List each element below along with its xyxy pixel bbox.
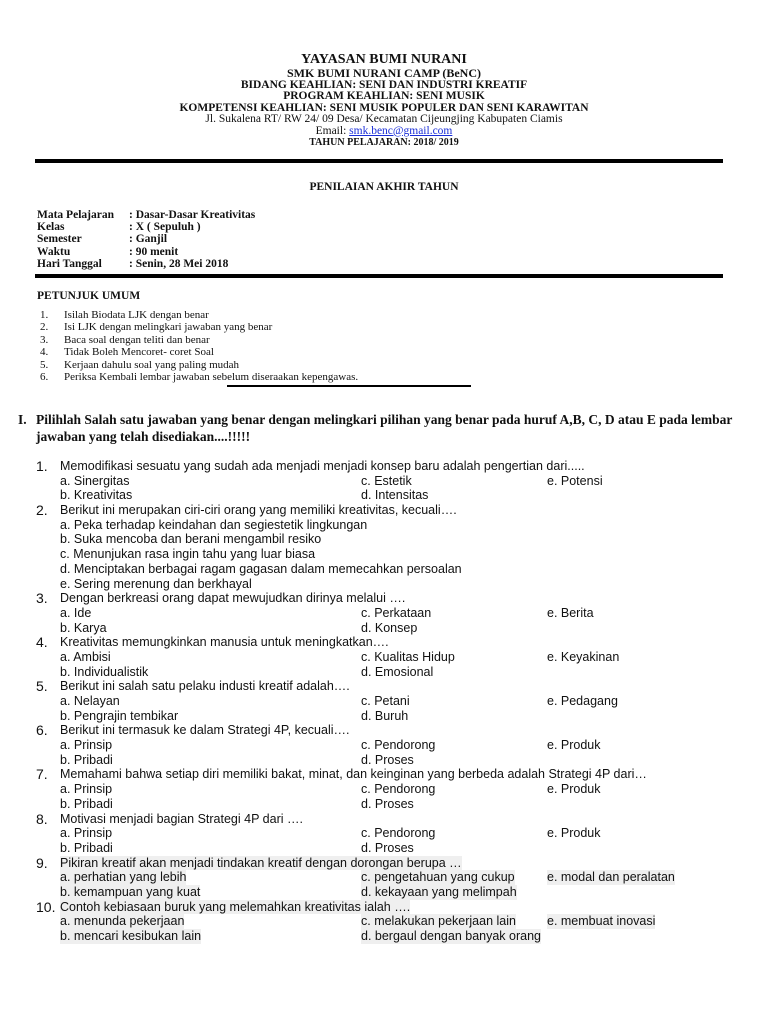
question-line bbox=[0, 679, 768, 694]
question-text: Berikut ini merupakan ciri-ciri orang yang memiliki kreativitas, kecuali…. bbox=[60, 503, 457, 518]
answer-option[interactable]: a. Prinsip bbox=[60, 738, 113, 753]
answer-option[interactable]: a. perhatian yang lebih bbox=[60, 870, 187, 885]
answer-option[interactable]: b. Pribadi bbox=[60, 796, 113, 811]
option-row bbox=[0, 870, 768, 885]
question-text: Berikut ini salah satu pelaku industi kreatif adalah…. bbox=[60, 679, 350, 694]
petunjuk-number: 6. bbox=[40, 370, 49, 383]
option-row bbox=[0, 606, 768, 621]
answer-option[interactable]: c. Estetik bbox=[361, 473, 412, 488]
petunjuk-number: 2. bbox=[40, 321, 49, 334]
question-item bbox=[0, 503, 768, 591]
option-row bbox=[0, 826, 768, 841]
option-row bbox=[0, 562, 768, 577]
info-label: Semester bbox=[37, 233, 82, 246]
question-number: 4. bbox=[36, 634, 48, 651]
option-row bbox=[0, 841, 768, 856]
answer-option[interactable]: c. Petani bbox=[361, 694, 410, 708]
school-address: Jl. Sukalena RT/ RW 24/ 09 Desa/ Kecamatan Cijeungjing Kabupaten Ciamis bbox=[205, 113, 563, 125]
question-item bbox=[0, 812, 768, 856]
answer-option[interactable]: a. Ide bbox=[60, 605, 92, 620]
answer-option[interactable]: a. Prinsip bbox=[60, 826, 113, 841]
answer-option[interactable]: d. Menciptakan berbagai ragam gagasan dalam memecahkan persoalan bbox=[60, 561, 462, 576]
option-row bbox=[0, 532, 768, 547]
question-number: 7. bbox=[36, 766, 48, 783]
answer-option[interactable]: e. Produk bbox=[547, 826, 601, 841]
answer-option[interactable]: e. Berita bbox=[547, 605, 594, 620]
header-divider bbox=[35, 159, 723, 163]
petunjuk-text: Isilah Biodata LJK dengan benar bbox=[64, 309, 209, 321]
petunjuk-item bbox=[40, 359, 358, 371]
question-line bbox=[0, 812, 768, 827]
option-row bbox=[0, 797, 768, 812]
petunjuk-title: PETUNJUK UMUM bbox=[37, 290, 141, 302]
info-value: : Ganjil bbox=[129, 233, 168, 246]
answer-option[interactable]: c. Pendorong bbox=[361, 782, 436, 797]
answer-option[interactable]: c. Pendorong bbox=[361, 826, 436, 841]
question-line bbox=[0, 459, 768, 474]
info-value: : X ( Sepuluh ) bbox=[129, 221, 201, 234]
answer-option[interactable]: d. Emosional bbox=[361, 664, 434, 679]
option-row bbox=[0, 738, 768, 753]
answer-option[interactable]: d. Proses bbox=[361, 796, 414, 811]
option-row bbox=[0, 709, 768, 724]
program-keahlian: PROGRAM KEAHLIAN: SENI MUSIK bbox=[283, 90, 485, 102]
option-row bbox=[0, 577, 768, 592]
answer-option[interactable]: b. kemampuan yang kuat bbox=[60, 884, 201, 899]
petunjuk-underline bbox=[227, 385, 471, 387]
answer-option[interactable]: d. Proses bbox=[361, 752, 414, 767]
info-divider bbox=[35, 274, 723, 278]
question-number: 9. bbox=[36, 854, 48, 871]
option-row bbox=[0, 782, 768, 797]
question-line bbox=[0, 723, 768, 738]
option-row bbox=[0, 650, 768, 665]
info-value: : 90 menit bbox=[129, 245, 179, 258]
answer-option[interactable]: a. Ambisi bbox=[60, 649, 111, 664]
petunjuk-item bbox=[40, 334, 358, 346]
option-row bbox=[0, 885, 768, 900]
question-item bbox=[0, 635, 768, 679]
petunjuk-text: Periksa Kembali lembar jawaban sebelum diseraakan kepengawas. bbox=[64, 370, 359, 383]
info-row bbox=[37, 233, 255, 245]
kompetensi-keahlian: KOMPETENSI KEAHLIAN: SENI MUSIK POPULER DAN SENI KARAWITAN bbox=[179, 101, 589, 114]
question-item bbox=[0, 459, 768, 503]
answer-option[interactable]: b. Pribadi bbox=[60, 752, 113, 767]
exam-info bbox=[37, 209, 255, 270]
school-header bbox=[0, 52, 768, 149]
answer-option[interactable]: d. kekayaan yang melimpah bbox=[361, 884, 517, 899]
petunjuk-text: Kerjaan dahulu soal yang paling mudah bbox=[64, 358, 240, 371]
info-row bbox=[37, 221, 255, 233]
answer-option[interactable]: e. Sering merenung dan berkhayal bbox=[60, 576, 252, 591]
answer-option[interactable]: c. Menunjukan rasa ingin tahu yang luar biasa bbox=[60, 547, 316, 562]
question-number: 8. bbox=[36, 810, 48, 827]
answer-option[interactable]: b. Suka mencoba dan berani mengambil resiko bbox=[60, 532, 322, 547]
question-item bbox=[0, 856, 768, 900]
petunjuk-text: Isi LJK dengan melingkari jawaban yang benar bbox=[64, 321, 273, 334]
answer-option[interactable]: e. Produk bbox=[547, 782, 601, 797]
option-row bbox=[0, 547, 768, 562]
email-label: Email: bbox=[315, 124, 350, 137]
info-row bbox=[37, 258, 255, 270]
answer-option[interactable]: b. Kreativitas bbox=[60, 488, 133, 503]
info-label: Mata Pelajaran bbox=[37, 209, 114, 221]
school-name: SMK BUMI NURANI CAMP (BeNC) bbox=[287, 66, 481, 80]
answer-option[interactable]: a. Nelayan bbox=[60, 694, 120, 708]
exam-title: PENILAIAN AKHIR TAHUN bbox=[309, 181, 459, 193]
option-row bbox=[0, 488, 768, 503]
answer-option[interactable]: e. Produk bbox=[547, 738, 601, 753]
question-item bbox=[0, 767, 768, 811]
question-item bbox=[0, 679, 768, 723]
info-label: Hari Tanggal bbox=[37, 257, 102, 270]
answer-option[interactable]: d. Intensitas bbox=[361, 488, 429, 503]
petunjuk-item bbox=[40, 321, 358, 333]
section-number: I. bbox=[18, 412, 27, 427]
info-value: : Senin, 28 Mei 2018 bbox=[129, 257, 229, 270]
answer-option[interactable]: d. Buruh bbox=[361, 708, 409, 723]
answer-option[interactable]: d. bergaul dengan banyak orang bbox=[361, 929, 542, 943]
info-row bbox=[37, 246, 255, 258]
petunjuk-number: 4. bbox=[40, 346, 49, 359]
question-text: Memahami bahwa setiap diri memiliki bakat, minat, dan keinginan yang berbeda adalah Strategi 4P dari… bbox=[60, 767, 647, 782]
question-number: 3. bbox=[36, 590, 48, 607]
petunjuk-number: 1. bbox=[40, 309, 49, 321]
answer-option[interactable]: b. Karya bbox=[60, 620, 107, 635]
question-text: Dengan berkreasi orang dapat mewujudkan dirinya melalui …. bbox=[60, 591, 406, 606]
question-line bbox=[0, 591, 768, 606]
answer-option[interactable]: b. mencari kesibukan lain bbox=[60, 929, 202, 943]
option-row bbox=[0, 621, 768, 636]
question-item bbox=[0, 723, 768, 767]
option-row bbox=[0, 474, 768, 489]
option-row bbox=[0, 694, 768, 709]
answer-option[interactable]: a. Sinergitas bbox=[60, 473, 130, 488]
answer-option[interactable]: c. pengetahuan yang cukup bbox=[361, 870, 515, 885]
question-number: 2. bbox=[36, 502, 48, 519]
question-number: 10. bbox=[36, 898, 56, 915]
question-text: Contoh kebiasaan buruk yang melemahkan kreativitas ialah …. bbox=[60, 899, 411, 914]
question-line bbox=[0, 856, 768, 871]
question-line bbox=[0, 503, 768, 518]
option-row bbox=[0, 914, 768, 929]
question-text: Kreativitas memungkinkan manusia untuk meningkatkan…. bbox=[60, 635, 389, 650]
option-row bbox=[0, 929, 768, 944]
question-text: Memodifikasi sesuatu yang sudah ada menjadi menjadi konsep baru adalah pengertian dari..... bbox=[60, 459, 585, 473]
answer-option[interactable]: b. Individualistik bbox=[60, 664, 149, 679]
answer-option[interactable]: d. Konsep bbox=[361, 620, 418, 635]
petunjuk-item bbox=[40, 346, 358, 358]
answer-option[interactable]: a. menunda pekerjaan bbox=[60, 914, 185, 929]
option-row bbox=[0, 665, 768, 680]
answer-option[interactable]: e. modal dan peralatan bbox=[547, 870, 675, 885]
question-item bbox=[0, 591, 768, 635]
answer-option[interactable]: c. Pendorong bbox=[361, 738, 436, 753]
question-line bbox=[0, 900, 768, 915]
answer-option[interactable]: c. melakukan pekerjaan lain bbox=[361, 914, 516, 929]
tahun-pelajaran: TAHUN PELAJARAN: 2018/ 2019 bbox=[309, 137, 459, 148]
answer-option[interactable]: b. Pengrajin tembikar bbox=[60, 708, 179, 723]
petunjuk-text: Baca soal dengan teliti dan benar bbox=[64, 333, 210, 346]
answer-option[interactable]: a. Peka terhadap keindahan dan segiestetik lingkungan bbox=[60, 517, 368, 532]
question-list bbox=[0, 459, 768, 944]
petunjuk-item bbox=[40, 371, 358, 383]
petunjuk-text: Tidak Boleh Mencoret- coret Soal bbox=[64, 346, 214, 359]
info-value: : Dasar-Dasar Kreativitas bbox=[129, 209, 256, 221]
question-item bbox=[0, 900, 768, 944]
email-link[interactable]: smk.benc@gmail.com bbox=[349, 124, 453, 137]
question-text: Pikiran kreatif akan menjadi tindakan kreatif dengan dorongan berupa … bbox=[60, 855, 462, 870]
section-instruction-text: Pilihlah Salah satu jawaban yang benar dengan melingkari pilihan yang benar pada huruf A,B, C, D atau E pada lembar jawaban yang telah disediakan....!!!!! bbox=[36, 412, 733, 444]
answer-option[interactable]: b. Pribadi bbox=[60, 840, 113, 855]
info-row bbox=[37, 209, 255, 221]
info-label: Kelas bbox=[37, 221, 65, 234]
answer-option[interactable]: e. Pedagang bbox=[547, 694, 618, 708]
petunjuk-item bbox=[40, 309, 358, 321]
answer-option[interactable]: c. Perkataan bbox=[361, 605, 432, 620]
answer-option[interactable]: c. Kualitas Hidup bbox=[361, 649, 455, 664]
question-line bbox=[0, 635, 768, 650]
petunjuk-number: 3. bbox=[40, 333, 49, 346]
question-number: 6. bbox=[36, 722, 48, 739]
answer-option[interactable]: e. Potensi bbox=[547, 473, 603, 488]
question-text: Motivasi menjadi bagian Strategi 4P dari …. bbox=[60, 811, 303, 826]
section-instruction bbox=[18, 411, 740, 445]
question-number: 1. bbox=[36, 458, 48, 474]
answer-option[interactable]: a. Prinsip bbox=[60, 782, 113, 797]
petunjuk-number: 5. bbox=[40, 358, 49, 371]
bidang-keahlian: BIDANG KEAHLIAN: SENI DAN INDUSTRI KREATIF bbox=[240, 78, 528, 91]
foundation-name: YAYASAN BUMI NURANI bbox=[301, 52, 467, 67]
option-row bbox=[0, 753, 768, 768]
answer-option[interactable]: d. Proses bbox=[361, 840, 414, 855]
option-row bbox=[0, 518, 768, 533]
answer-option[interactable]: e. membuat inovasi bbox=[547, 914, 656, 929]
petunjuk-list bbox=[40, 309, 358, 383]
info-label: Waktu bbox=[37, 245, 71, 258]
question-text: Berikut ini termasuk ke dalam Strategi 4P, kecuali…. bbox=[60, 723, 350, 738]
answer-option[interactable]: e. Keyakinan bbox=[547, 649, 620, 664]
question-number: 5. bbox=[36, 678, 48, 695]
email-line bbox=[0, 126, 768, 138]
question-line bbox=[0, 767, 768, 782]
